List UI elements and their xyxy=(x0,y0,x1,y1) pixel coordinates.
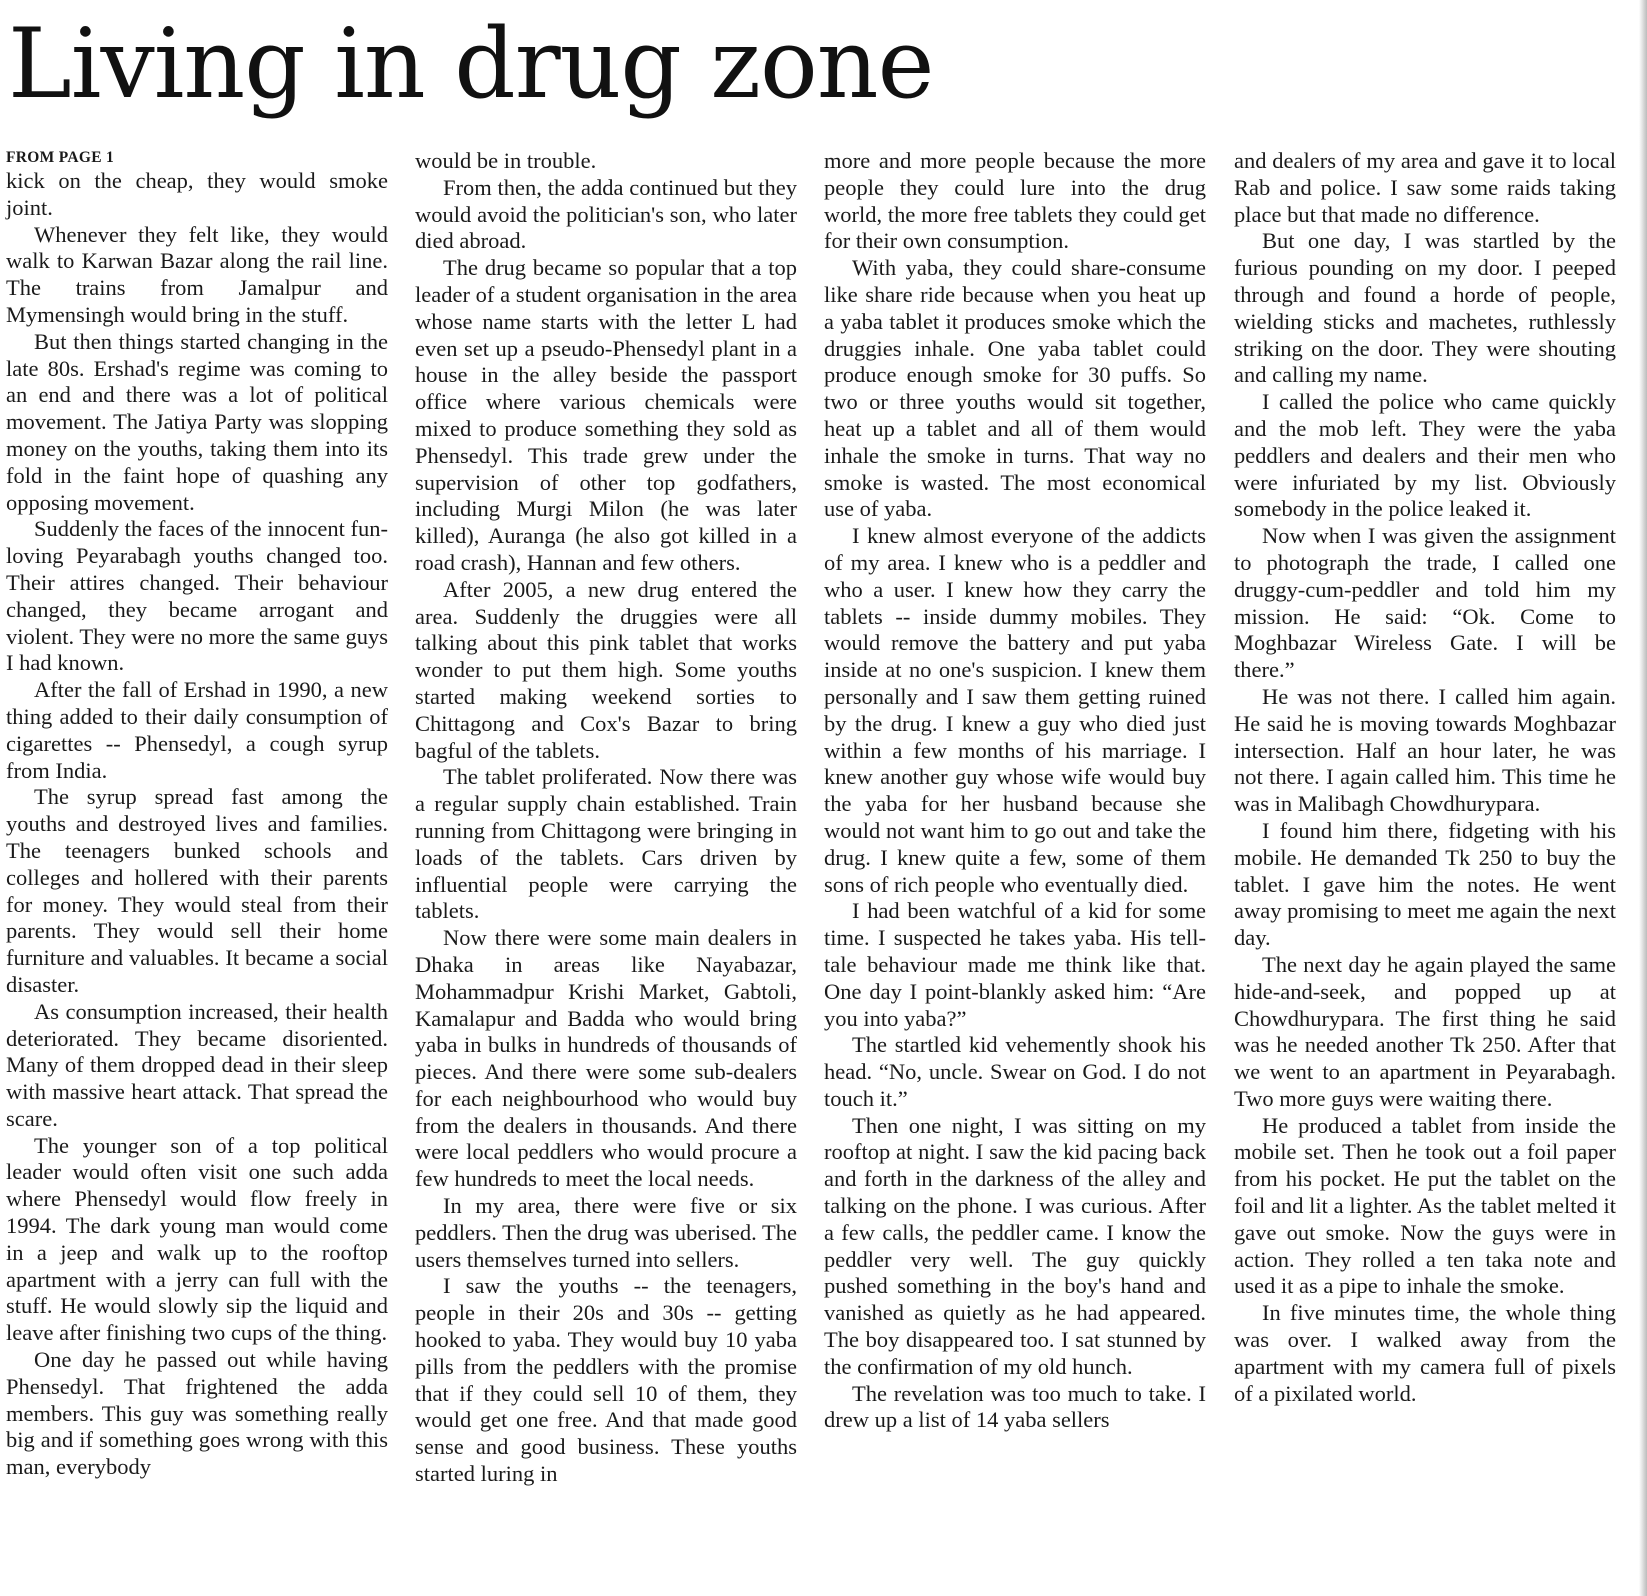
paragraph: I called the police who came quickly and the mob left. They were the yaba peddlers and dealers and their men who were infuriated by my list. Obviously somebody in the police leaked it. xyxy=(1234,389,1616,522)
continuation-label: FROM PAGE 1 xyxy=(6,149,115,166)
paragraph: more and more people because the more people they could lure into the drug world, the more free tablets they could get for their own consumption. xyxy=(824,148,1206,254)
paragraph: The syrup spread fast among the youths and destroyed lives and families. The teenagers bunked schools and colleges and hollered with their parents for money. They would steal from their parents. They would sell their home furniture and valuables. It became a social disaster. xyxy=(6,784,388,997)
article-columns xyxy=(6,148,1630,1573)
paragraph: I saw the youths -- the teenagers, people in their 20s and 30s -- getting hooked to yaba. They would buy 10 yaba pills from the peddlers with the promise that if they could sell 10 of them, they would get one free. And that made good sense and good business. These youths started luring in xyxy=(415,1273,797,1487)
paragraph: With yaba, they could share-consume like share ride because when you heat up a yaba tablet it produces smoke which the druggies inhale. One yaba tablet could produce enough smoke for 30 puffs. So two or three youths would sit together, heat up a tablet and all of them would inhale the smoke in turns. That way no smoke is wasted. The most economical use of yaba. xyxy=(824,255,1206,522)
paragraph: Then one night, I was sitting on my rooftop at night. I saw the kid pacing back and forth in the darkness of the alley and talking on the phone. I was curious. After a few calls, the peddler came. I know the peddler very well. The guy quickly pushed something in the boy's hand and vanished as quietly as he had appeared. The boy disappeared too. I sat stunned by the confirmation of my old hunch. xyxy=(824,1112,1206,1379)
paragraph: In five minutes time, the whole thing was over. I walked away from the apartment with my camera full of pixels of a pixilated world. xyxy=(1234,1300,1616,1406)
paragraph: But one day, I was startled by the furious pounding on my door. I peeped through and found a horde of people, wielding sticks and machetes, ruthlessly striking on the door. They were shouting and calling my name. xyxy=(1234,228,1616,388)
paragraph: kick on the cheap, they would smoke joint. xyxy=(6,168,388,220)
paragraph: Suddenly the faces of the innocent fun-loving Peyarabagh youths changed too. Their attires changed. Their behaviour changed, they became arrogant and violent. They were no more the same guys I had known. xyxy=(6,516,388,676)
paragraph: After 2005, a new drug entered the area. Suddenly the druggies were all talking about this pink tablet that works wonder to put them high. Some youths started making weekend sorties to Chittagong and Cox's Bazar to bring bagful of the tablets. xyxy=(415,576,797,763)
paragraph: The revelation was too much to take. I drew up a list of 14 yaba sellers xyxy=(824,1380,1206,1433)
paragraph: He produced a tablet from inside the mobile set. Then he took out a foil paper from his pocket. He put the tablet on the foil and lit a lighter. As the tablet melted it gave out smoke. Now the guys were in action. They rolled a ten taka note and used it as a pipe to inhale the smoke. xyxy=(1234,1112,1616,1299)
paragraph: The next day he again played the same hide-and-seek, and popped up at Chowdhurypara. The first thing he said was he needed another Tk 250. After that we went to an apartment in Peyarabagh. Two more guys were waiting there. xyxy=(1234,951,1616,1111)
paragraph: But then things started changing in the late 80s. Ershad's regime was coming to an end and there was a lot of political movement. The Jatiya Party was slopping money on the youths, taking them into its fold in the faint hope of quashing any opposing movement. xyxy=(6,328,388,515)
paragraph: I found him there, fidgeting with his mobile. He demanded Tk 250 to buy the tablet. I gave him the notes. He went away promising to meet me again the next day. xyxy=(1234,817,1616,951)
column-3 xyxy=(824,148,1206,1434)
column-4 xyxy=(1234,148,1616,1407)
paragraph: The younger son of a top political leader would often visit one such adda where Phensedyl would flow freely in 1994. The dark young man would come in a jeep and walk up to the rooftop apartment with a jerry can full with the stuff. He would slowly sip the liquid and leave after finishing two cups of the thing. xyxy=(6,1132,388,1346)
paragraph: Now when I was given the assignment to photograph the trade, I called one druggy-cum-peddler and told him my mission. He said: “Ok. Come to Moghbazar Wireless Gate. I will be there.” xyxy=(1234,523,1616,683)
paragraph: In my area, there were five or six peddlers. Then the drug was uberised. The users themselves turned into sellers. xyxy=(415,1193,797,1272)
column-2 xyxy=(415,148,797,1488)
column-1 xyxy=(6,148,388,1481)
paragraph: The startled kid vehemently shook his head. “No, uncle. Swear on God. I do not touch it.” xyxy=(824,1032,1206,1111)
paragraph: The tablet proliferated. Now there was a regular supply chain established. Train running from Chittagong were bringing in loads of the tablets. Cars driven by influential people were carrying the tablets. xyxy=(415,764,797,924)
paragraph: As consumption increased, their health deteriorated. They became disoriented. Many of them dropped dead in their sleep with massive heart attack. That spread the scare. xyxy=(6,998,388,1131)
paragraph: I knew almost everyone of the addicts of my area. I knew who is a peddler and who a user. I knew how they carry the tablets -- inside dummy mobiles. They would remove the battery and put yaba inside at no one's suspicion. I knew them personally and I saw them getting ruined by the drug. I knew a guy who died just within a few months of his marriage. I knew another guy whose wife would buy the yaba for her husband because she would not want him to go out and take the drug. I knew quite a few, some of them sons of rich people who eventually died. xyxy=(824,523,1206,897)
paragraph: Now there were some main dealers in Dhaka in areas like Nayabazar, Mohammadpur Krishi Market, Gabtoli, Kamalapur and Badda who would bring yaba in bulks in hundreds of thousands of pieces. And there were some sub-dealers for each neighbourhood who would buy from the dealers in thousands. And there were local peddlers who would procure a few hundreds to meet the local needs. xyxy=(415,925,797,1192)
paragraph: would be in trouble. xyxy=(415,148,597,173)
paragraph: and dealers of my area and gave it to local Rab and police. I saw some raids taking place but that made no difference. xyxy=(1234,148,1616,227)
paragraph: I had been watchful of a kid for some time. I suspected he takes yaba. His tell-tale behaviour made me think like that. One day I point-blankly asked him: “Are you into yaba?” xyxy=(824,898,1206,1031)
paragraph: After the fall of Ershad in 1990, a new thing added to their daily consumption of cigarettes -- Phensedyl, a cough syrup from India. xyxy=(6,677,388,783)
headline: Living in drug zone xyxy=(8,8,934,120)
paragraph: The drug became so popular that a top leader of a student organisation in the area whose name starts with the letter L had even set up a pseudo-Phensedyl plant in a house in the alley beside the passport office where various chemicals were mixed to produce something they sold as Phensedyl. This trade grew under the supervision of other top godfathers, including Murgi Milon (he was later killed), Auranga (he also got killed in a road crash), Hannan and few others. xyxy=(415,255,797,575)
paragraph: One day he passed out while having Phensedyl. That frightened the adda members. This guy was something really big and if something goes wrong with this man, everybody xyxy=(6,1347,388,1480)
paragraph: Whenever they felt like, they would walk to Karwan Bazar along the rail line. The trains from Jamalpur and Mymensingh would bring in the stuff. xyxy=(6,221,388,327)
page-edge-shadow xyxy=(1639,0,1647,1596)
paragraph: He was not there. I called him again. He said he is moving towards Moghbazar intersection. Half an hour later, he was not there. I again called him. This time he was in Malibagh Chowdhurypara. xyxy=(1234,683,1616,817)
paragraph: From then, the adda continued but they would avoid the politician's son, who later died abroad. xyxy=(415,174,797,254)
